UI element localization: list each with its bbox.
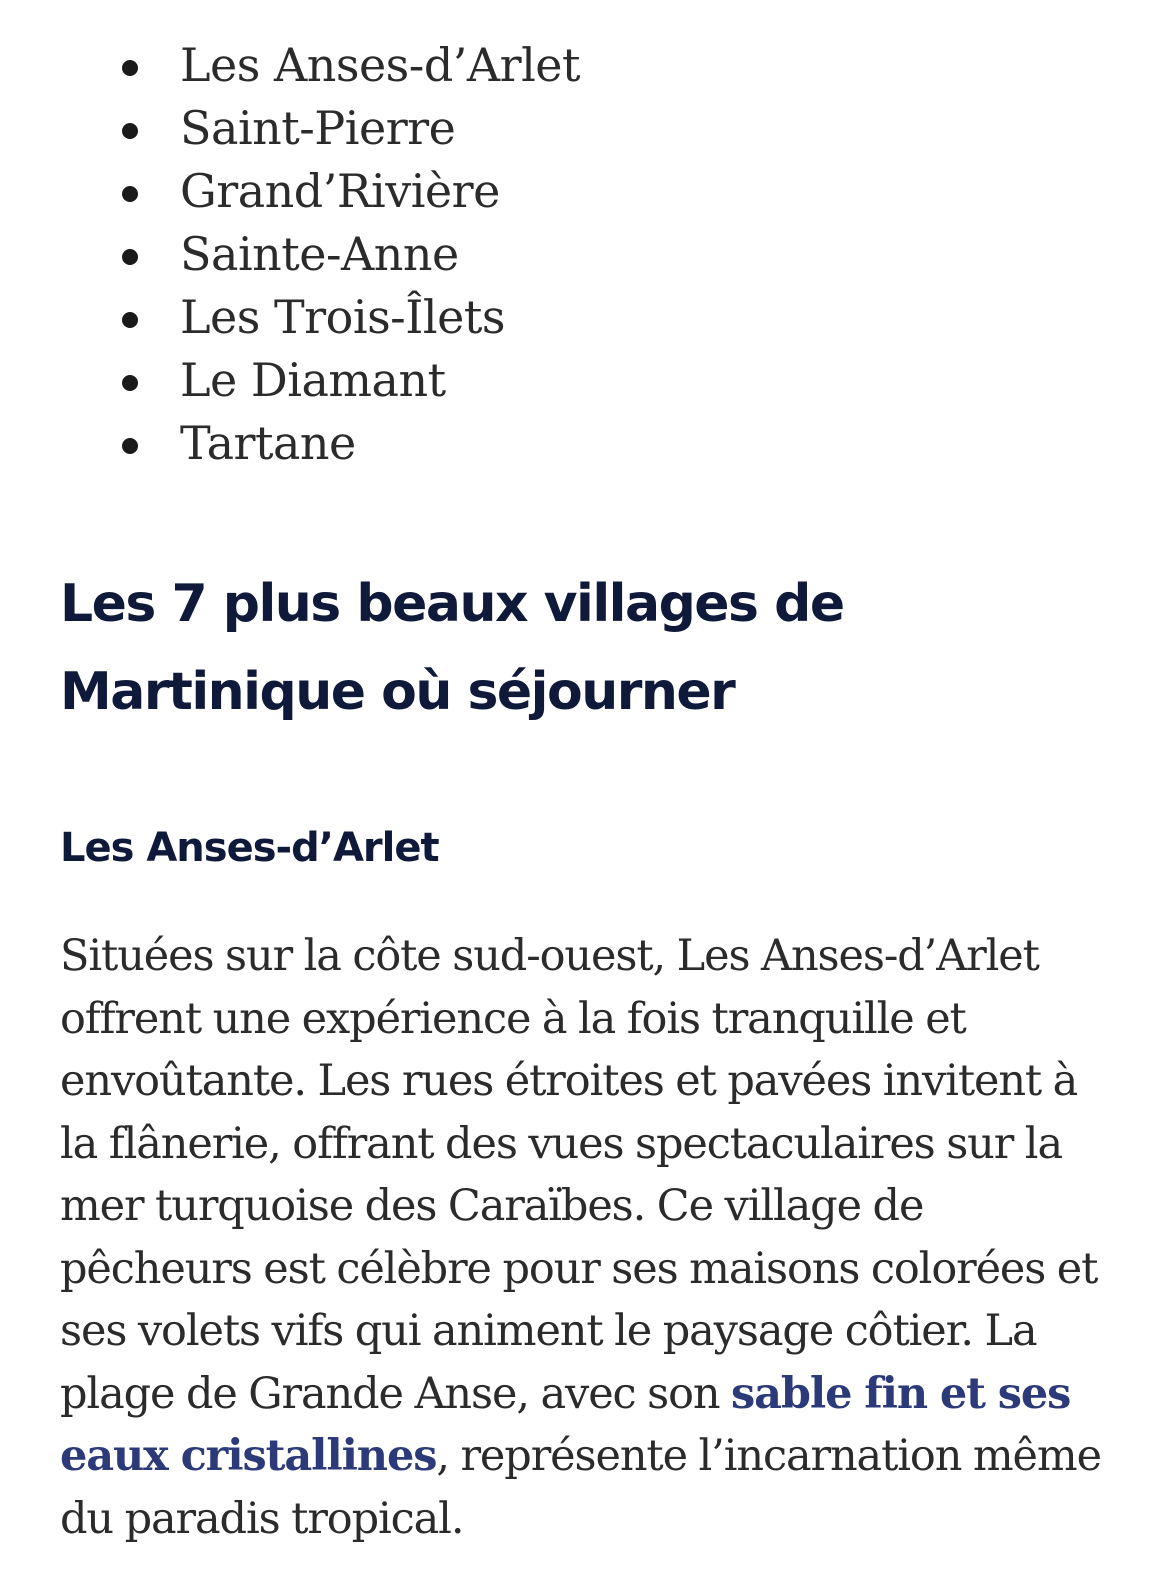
list-item [110, 349, 580, 412]
section-title: Les Anses-d’Arlet [60, 825, 439, 871]
article-heading-line1: Les 7 plus beaux villages de [60, 574, 844, 634]
list-item [110, 412, 580, 475]
list-item [110, 286, 580, 349]
paragraph-text-before-link: Situées sur la côte sud-ouest, Les Anses-d’Arlet offrent une expérience à la fois tranquille et envoûtante. Les rues étroites et pavées invitent à la flânerie, offrant des vues spectaculaires sur la mer turquoise des Caraïbes. Ce village de pêcheurs est célèbre pour ses maisons colorées et ses volets vifs qui animent le paysage côtier. La plage de Grande Anse, avec son [60, 931, 1098, 1419]
bullet-icon [122, 123, 138, 139]
bullet-icon [122, 312, 138, 328]
article-heading-line2: Martinique où séjourner [60, 662, 735, 722]
beach-description-link[interactable]: sable fin et ses eaux cristallines [60, 1368, 1071, 1481]
section-paragraph [60, 925, 1120, 1550]
bullet-icon [122, 375, 138, 391]
paragraph-text-after-link: , représente l’incarnation même du paradis tropical. [60, 1431, 1101, 1544]
list-item [110, 223, 580, 286]
bullet-icon [122, 438, 138, 454]
list-item-label: Saint-Pierre [180, 101, 456, 155]
list-item [110, 97, 580, 160]
article-heading [60, 560, 1120, 736]
list-item [110, 160, 580, 223]
list-item-label: Tartane [180, 416, 356, 470]
list-item-label: Sainte-Anne [180, 227, 459, 281]
list-item [110, 34, 580, 97]
bullet-icon [122, 186, 138, 202]
list-item-label: Les Anses-d’Arlet [180, 38, 581, 92]
bullet-icon [122, 249, 138, 265]
list-item-label: Le Diamant [180, 353, 446, 407]
list-item-label: Les Trois-Îlets [180, 290, 505, 344]
list-item-label: Grand’Rivière [180, 164, 500, 218]
village-bullet-list [110, 34, 580, 475]
bullet-icon [122, 60, 138, 76]
